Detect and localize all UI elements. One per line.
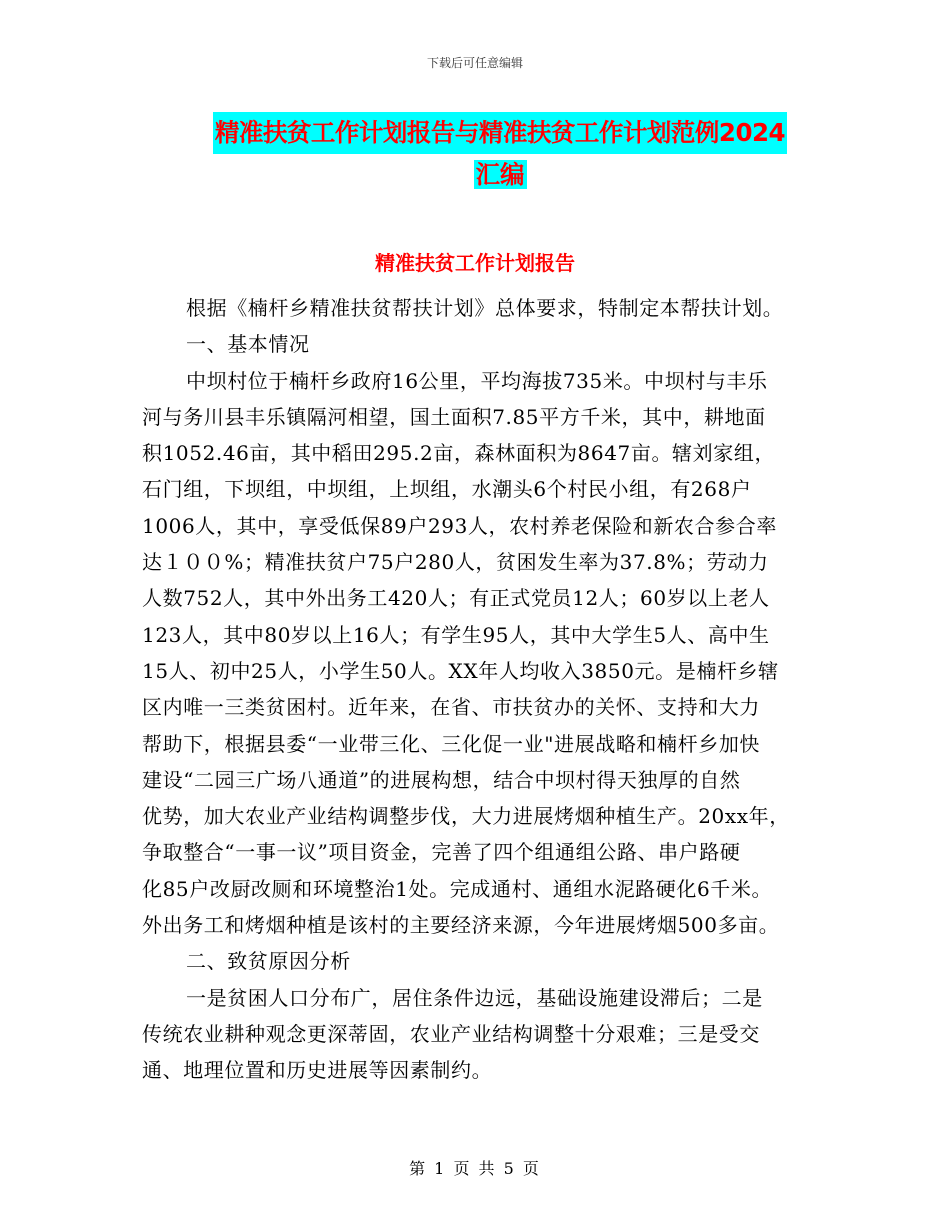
paragraph-line: 通、地理位置和历史进展等因素制约。 xyxy=(142,1058,493,1083)
paragraph-line: 一是贫困人口分布广，居住条件边远，基础设施建设滞后；二是 xyxy=(186,985,763,1010)
paragraph-line: 传统农业耕种观念更深蒂固，农业产业结构调整十分艰难；三是受交 xyxy=(142,1021,760,1046)
paragraph-line: 1006人，其中，享受低保89户293人，农村养老保险和新农合参合率 xyxy=(142,513,777,538)
document-title xyxy=(190,112,810,196)
paragraph-line: 中坝村位于楠杆乡政府16公里，平均海拔735米。中坝村与丰乐 xyxy=(186,368,768,393)
paragraph-line: 积1052.46亩，其中稻田295.2亩，森林面积为8647亩。辖刘家组， xyxy=(142,441,776,466)
heading-basic-situation: 一、基本情况 xyxy=(186,332,310,357)
heading-poverty-causes: 二、致贫原因分析 xyxy=(186,949,351,974)
section-title: 精准扶贫工作计划报告 xyxy=(375,251,575,275)
paragraph-line: 争取整合“一事一议”项目资金，完善了四个组通组公路、串户路硬 xyxy=(142,840,741,865)
paragraph-line: 人数752人，其中外出务工420人；有正式党员12人；60岁以上老人 xyxy=(142,586,770,611)
header-note: 下载后可任意编辑 xyxy=(426,56,523,70)
paragraph-line: 河与务川县丰乐镇隔河相望，国土面积7.85平方千米，其中，耕地面 xyxy=(142,404,766,429)
paragraph-line: 化85户改厨改厕和环境整治1处。完成通村、通组水泥路硬化6千米。 xyxy=(142,876,773,901)
paragraph-line: 达１００%；精准扶贫户75户280人，贫困发生率为37.8%；劳动力 xyxy=(142,550,769,575)
paragraph-line: 123人，其中80岁以上16人；有学生95人，其中大学生5人、高中生 xyxy=(142,622,770,647)
paragraph-line: 区内唯一三类贫困村。近年来，在省、市扶贫办的关怀、支持和大力 xyxy=(142,695,760,720)
document-title-line-2: 汇编 xyxy=(475,160,525,189)
paragraph-line: 外出务工和烤烟种植是该村的主要经济来源，今年进展烤烟500多亩。 xyxy=(142,913,780,938)
paragraph-line: 建设“二园三广场八通道”的进展构想，结合中坝村得天独厚的自然 xyxy=(142,767,741,792)
document-title-line-1: 精准扶贫工作计划报告与精准扶贫工作计划范例2024 xyxy=(213,112,787,154)
body-text xyxy=(142,290,814,1089)
paragraph-line: 帮助下，根据县委“一业带三化、三化促一业"进展战略和楠杆乡加快 xyxy=(142,731,761,756)
paragraph-line: 优势，加大农业产业结构调整步伐，大力进展烤烟种植生产。20xx年， xyxy=(142,804,790,829)
paragraph-line: 15人、初中25人，小学生50人。XX年人均收入3850元。是楠杆乡辖 xyxy=(142,658,779,683)
paragraph-line: 根据《楠杆乡精准扶贫帮扶计划》总体要求，特制定本帮扶计划。 xyxy=(186,296,784,320)
page-footer: 第 1 页 共 5 页 xyxy=(409,1159,541,1178)
paragraph-line: 石门组，下坝组，中坝组，上坝组，水潮头6个村民小组，有268户 xyxy=(142,477,752,502)
